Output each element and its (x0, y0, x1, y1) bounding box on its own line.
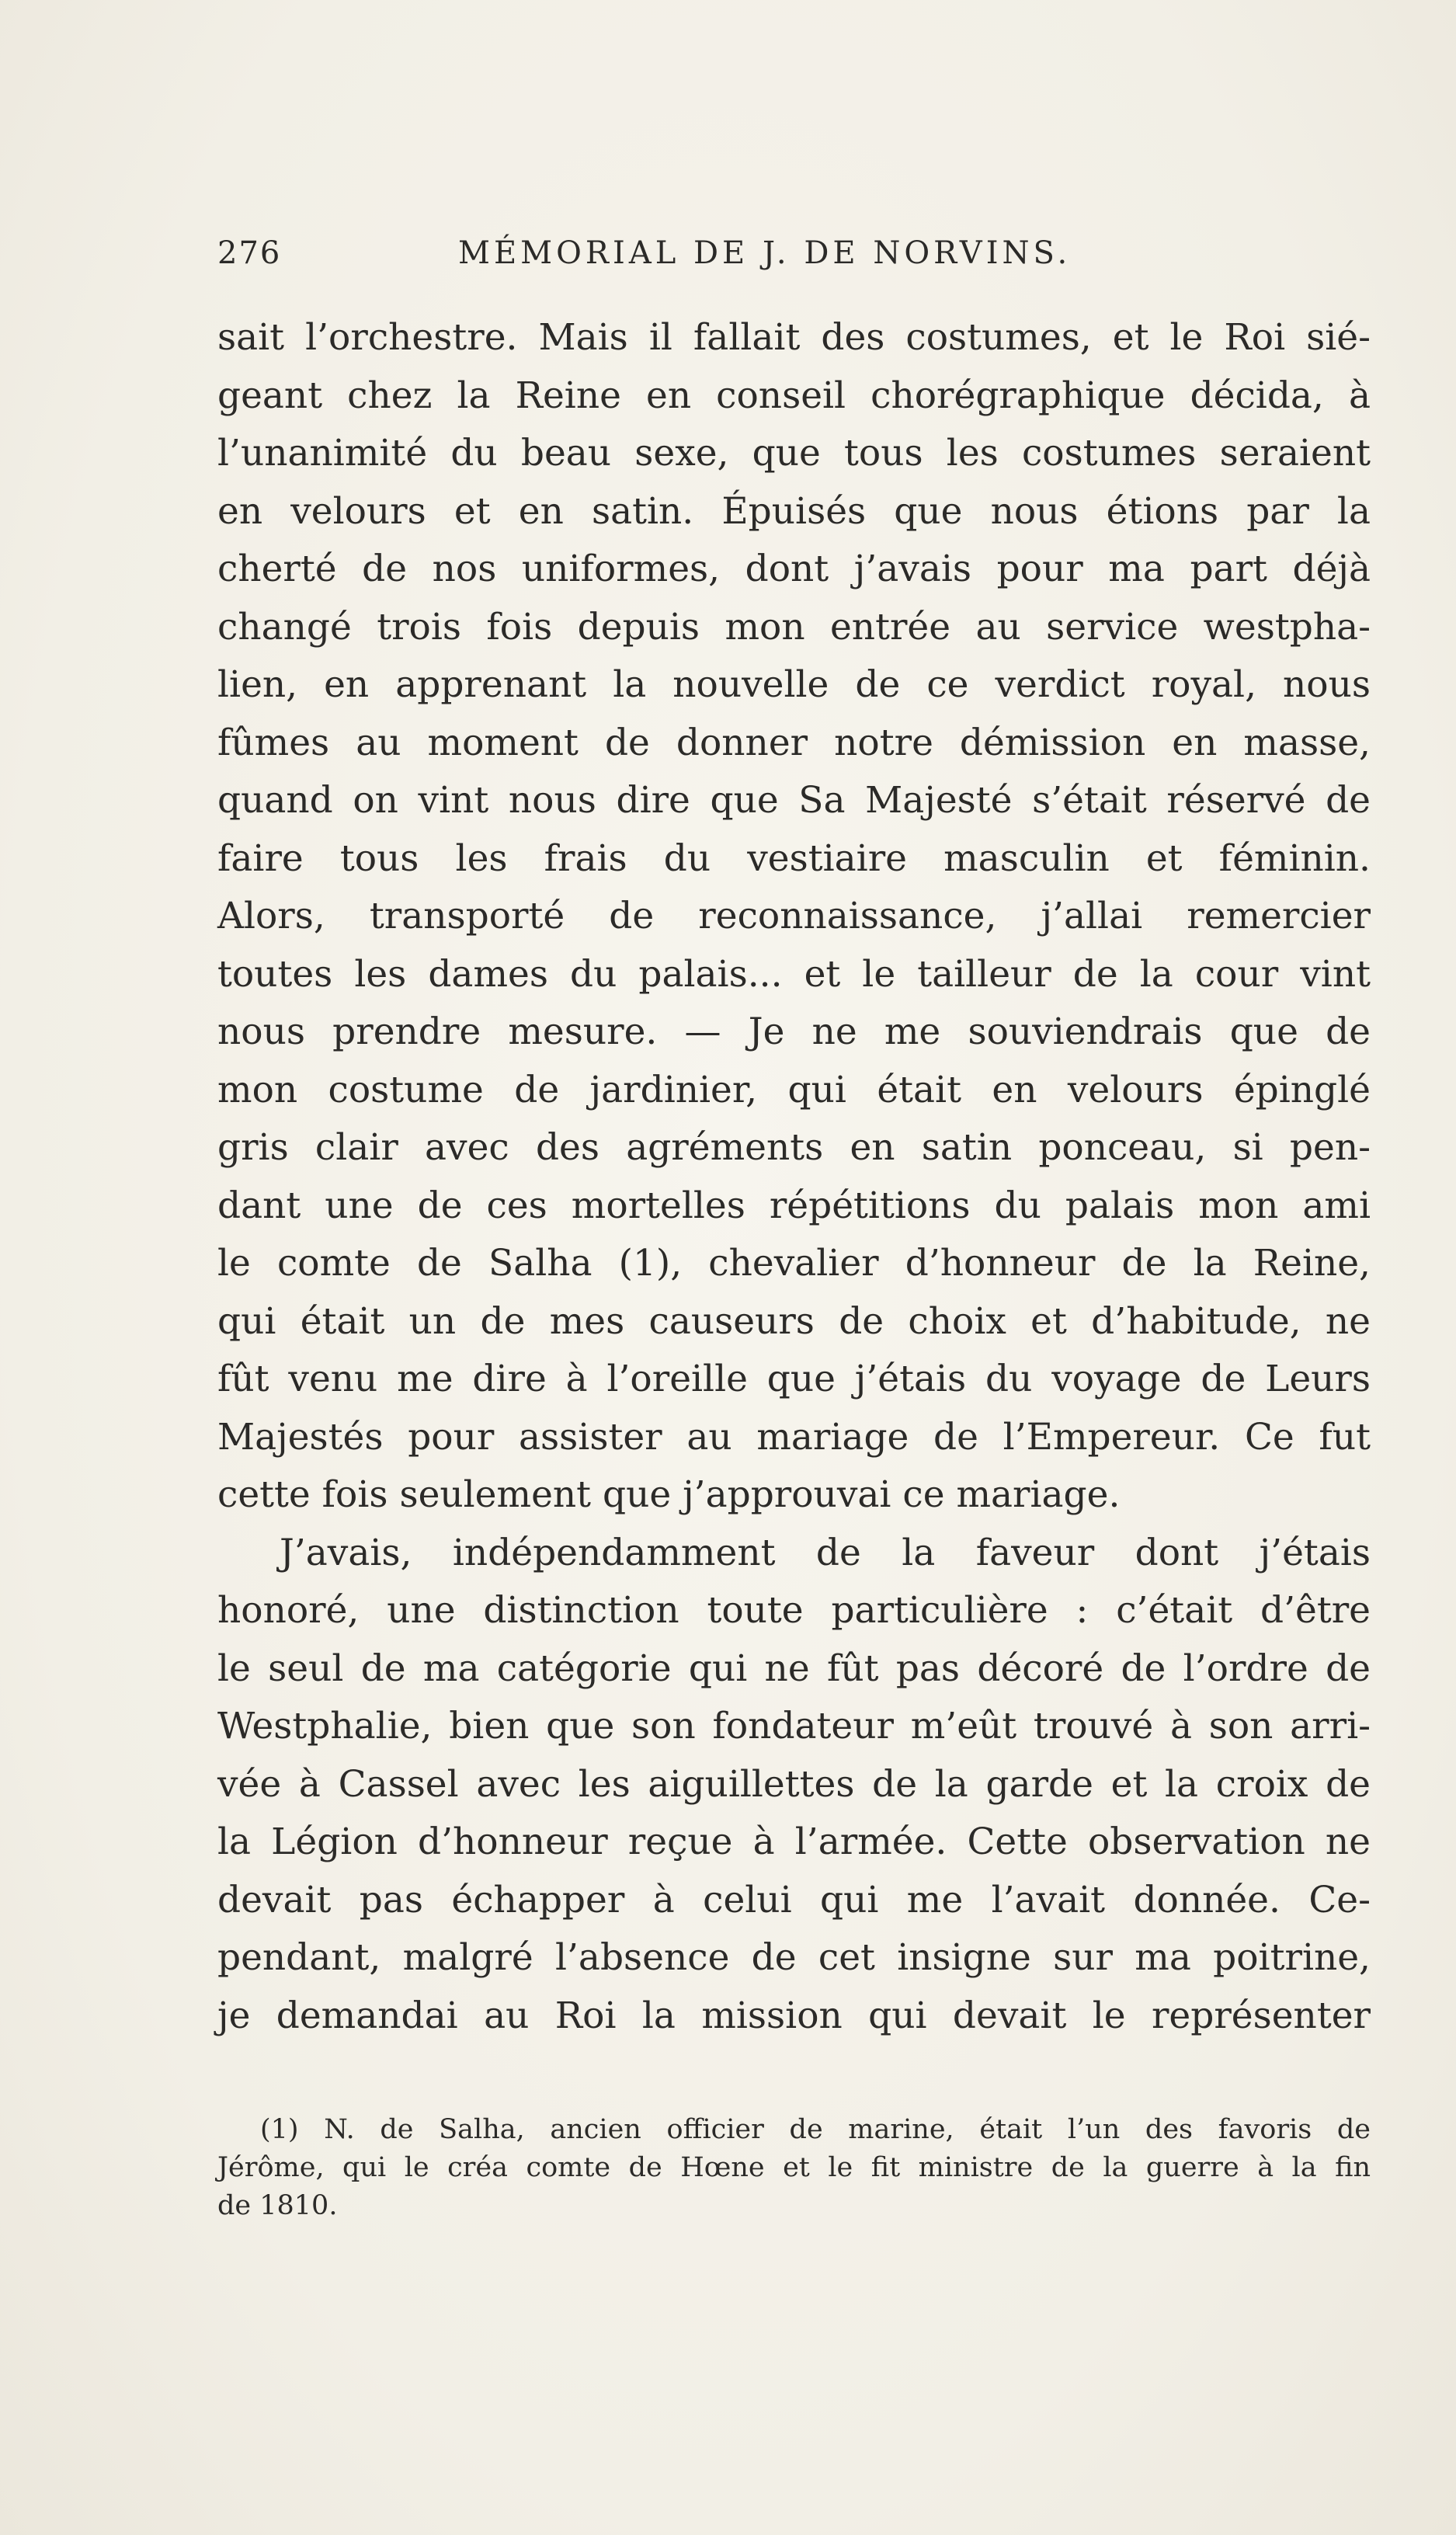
text-line: fûmes au moment de donner notre démission en masse, (217, 721, 1371, 764)
text-line: qui était un de mes causeurs de choix et d’habitude, ne (217, 1299, 1371, 1343)
footnote-line: (1) N. de Salha, ancien officier de marine, était l’un des favoris de (260, 2114, 1371, 2145)
text-line: sait l’orchestre. Mais il fallait des costumes, et le Roi sié- (217, 316, 1371, 359)
text-line: geant chez la Reine en conseil chorégraphique décida, à (217, 374, 1371, 417)
text-line: le comte de Salha (1), chevalier d’honneur de la Reine, (217, 1242, 1371, 1285)
text-line: Majestés pour assister au mariage de l’Empereur. Ce fut (217, 1415, 1371, 1459)
text-line: la Légion d’honneur reçue à l’armée. Cette observation ne (217, 1820, 1371, 1863)
text-line: dant une de ces mortelles répétitions du palais mon ami (217, 1184, 1371, 1227)
footnote-line: Jérôme, qui le créa comte de Hœne et le fit ministre de la guerre à la fin (217, 2152, 1371, 2183)
text-line: le seul de ma catégorie qui ne fût pas décoré de l’ordre de (217, 1647, 1371, 1690)
text-line: cherté de nos uniformes, dont j’avais pour ma part déjà (217, 548, 1371, 590)
text-line: pendant, malgré l’absence de cet insigne sur ma poitrine, (217, 1936, 1371, 1979)
footnote (217, 2111, 1371, 2225)
text-line: Alors, transporté de reconnaissance, j’allai remercier (217, 895, 1371, 937)
text-line: gris clair avec des agréments en satin ponceau, si pen- (217, 1126, 1371, 1169)
text-line: lien, en apprenant la nouvelle de ce verdict royal, nous (217, 663, 1371, 706)
running-title: MÉMORIAL DE J. DE NORVINS. (458, 235, 1072, 271)
main-text (217, 309, 1371, 2045)
text-line: cette fois seulement que j’approuvai ce mariage. (217, 1473, 1121, 1516)
text-line: nous prendre mesure. — Je ne me souviendrais que de (217, 1010, 1371, 1053)
text-line: mon costume de jardinier, qui était en velours épinglé (217, 1068, 1371, 1111)
page-number: 276 (217, 235, 282, 271)
text-line: quand on vint nous dire que Sa Majesté s’était réservé de (217, 779, 1371, 822)
text-line: je demandai au Roi la mission qui devait le représenter (217, 1994, 1371, 2037)
text-line: changé trois fois depuis mon entrée au service westpha- (217, 605, 1371, 649)
text-line: faire tous les frais du vestiaire masculin et féminin. (217, 836, 1371, 880)
text-line: fût venu me dire à l’oreille que j’étais du voyage de Leurs (217, 1358, 1371, 1400)
text-line: toutes les dames du palais... et le tailleur de la cour vint (217, 952, 1371, 996)
text-line: en velours et en satin. Épuisés que nous étions par la (217, 489, 1371, 533)
text-line: l’unanimité du beau sexe, que tous les costumes seraient (217, 432, 1371, 475)
text-line: J’avais, indépendamment de la faveur dont j’étais (280, 1531, 1371, 1574)
page-header (217, 235, 1371, 285)
text-line: devait pas échapper à celui qui me l’avait donnée. Ce- (217, 1878, 1371, 1921)
text-line: vée à Cassel avec les aiguillettes de la garde et la croix de (217, 1762, 1371, 1806)
footnote-line: de 1810. (217, 2190, 338, 2221)
text-line: Westphalie, bien que son fondateur m’eût trouvé à son arri- (217, 1705, 1371, 1747)
text-line: honoré, une distinction toute particulière : c’était d’être (217, 1589, 1371, 1632)
